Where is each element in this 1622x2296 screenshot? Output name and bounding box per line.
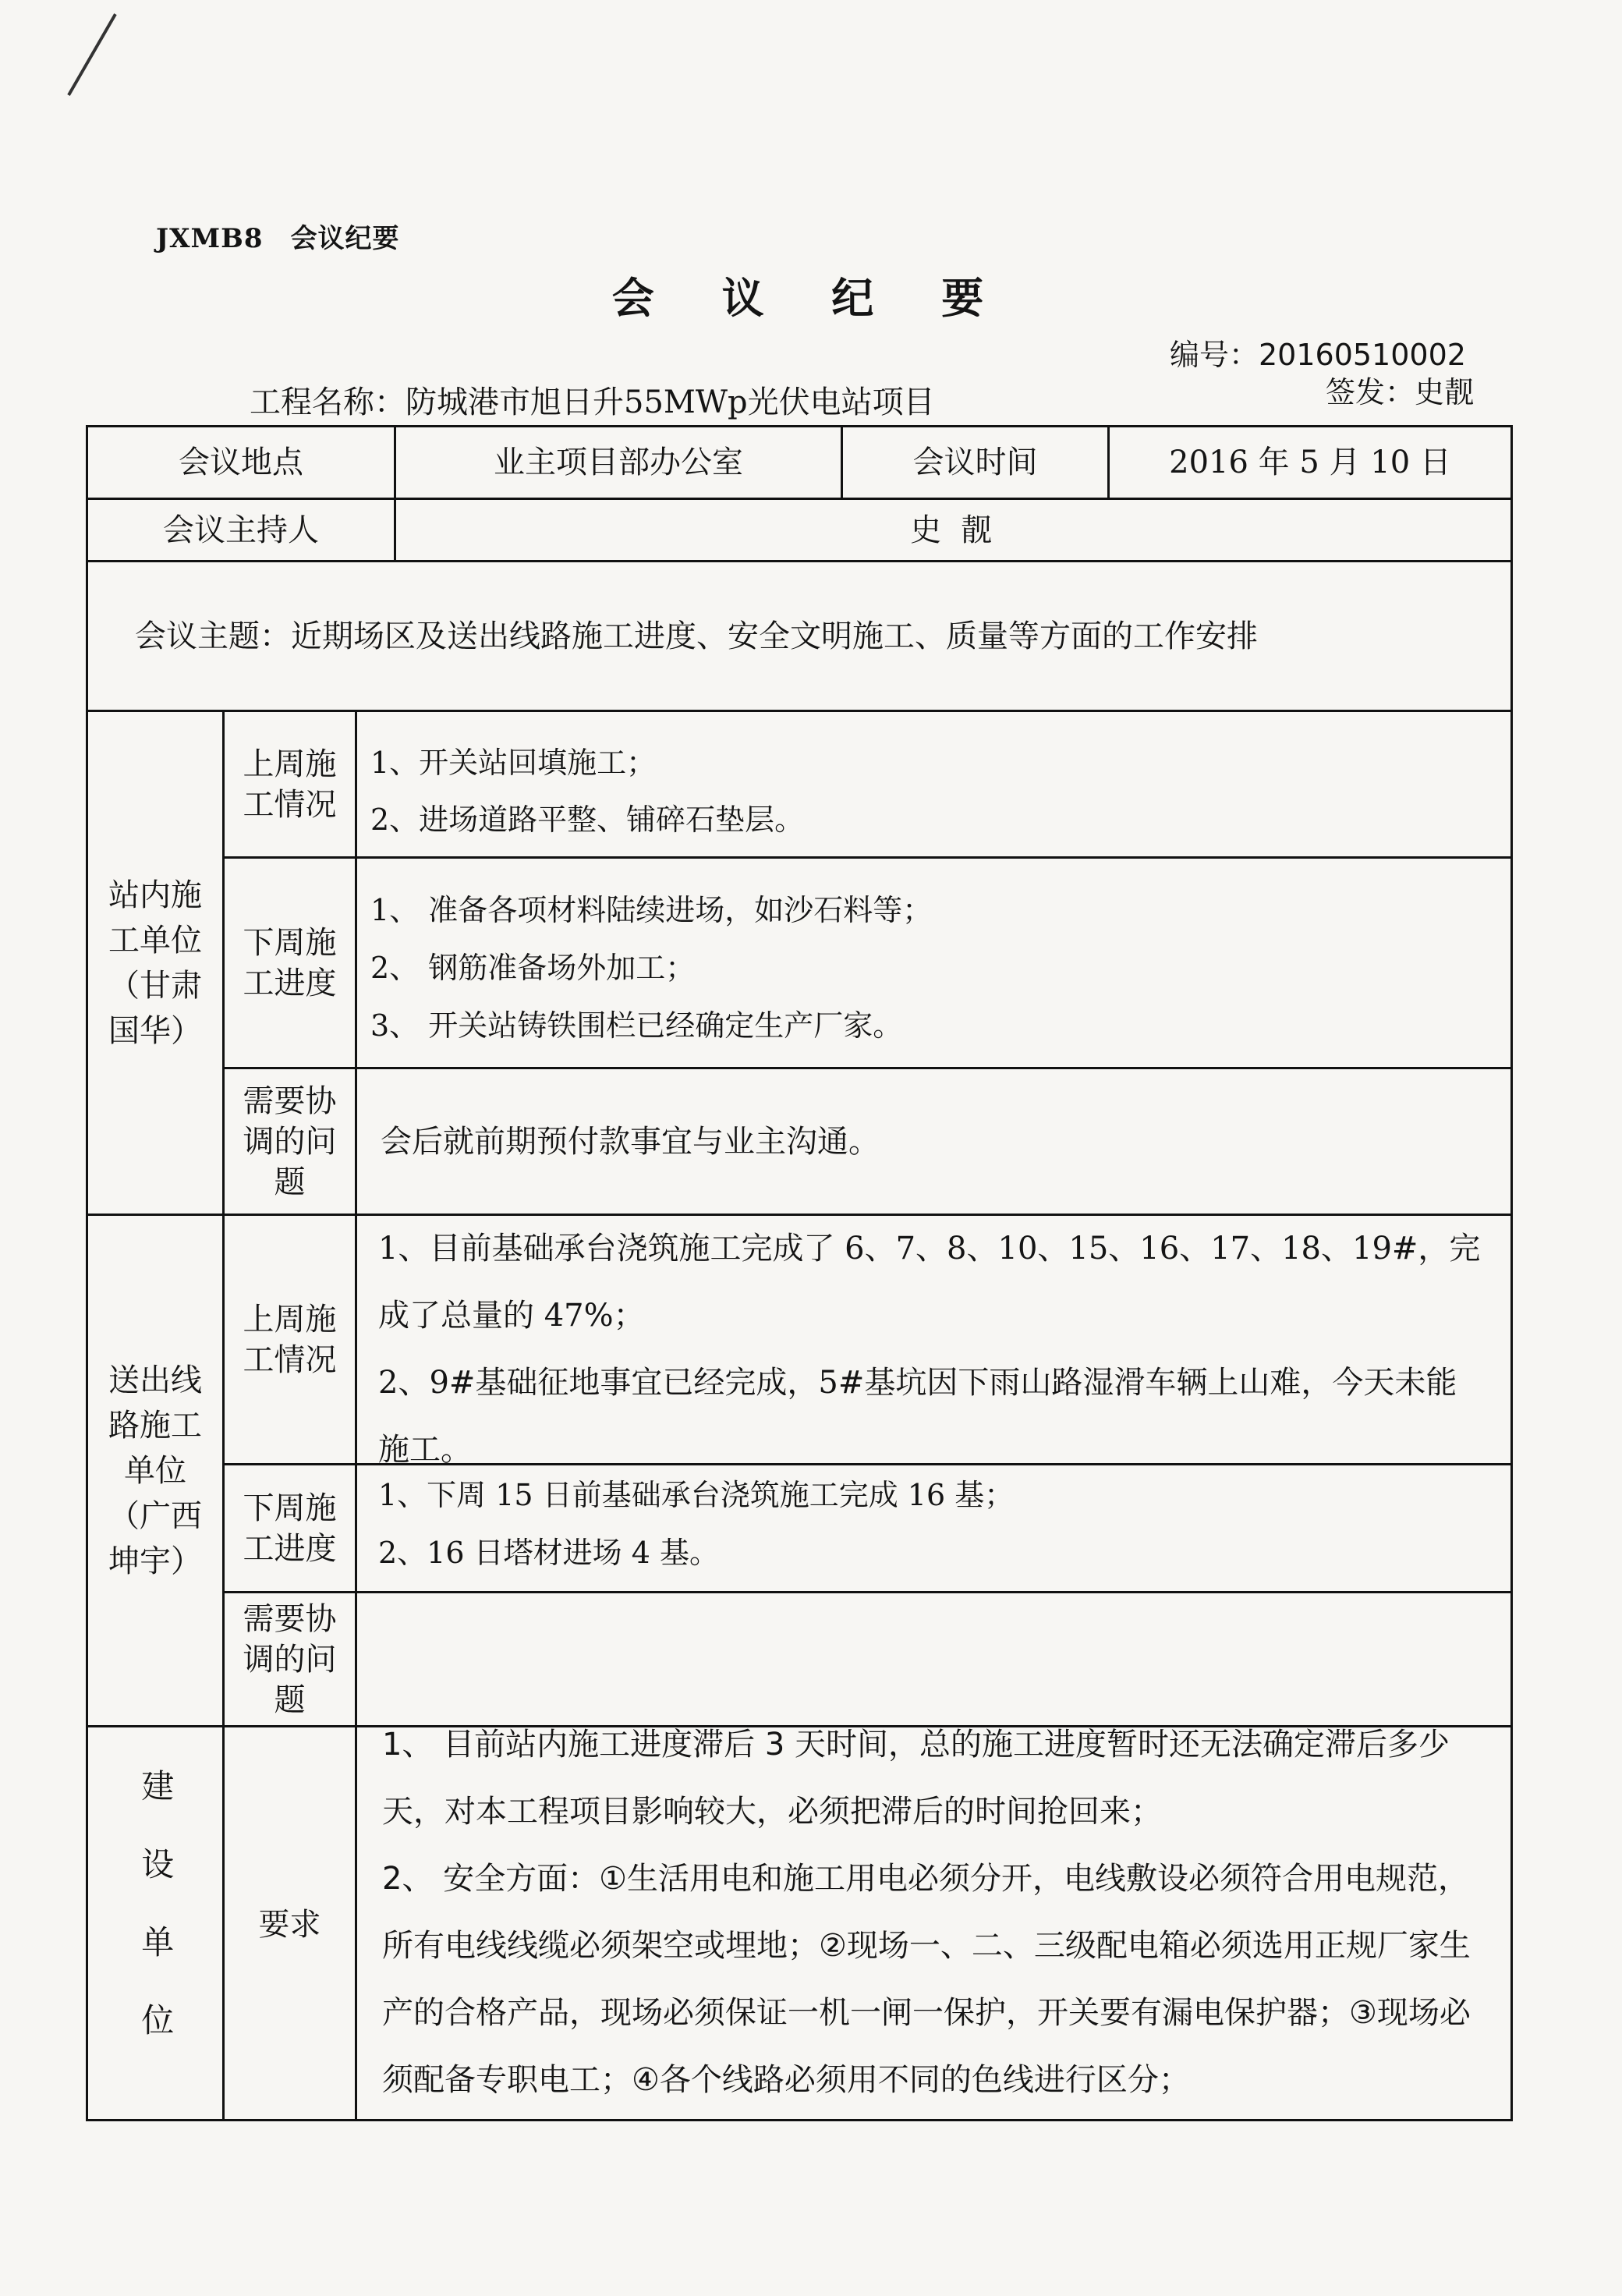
line-unit-label	[88, 1216, 222, 1725]
meeting-topic: 会议主题：近期场区及送出线路施工进度、安全文明施工、质量等方面的工作安排	[135, 618, 1258, 654]
owner-req-label: 要求	[258, 1906, 321, 1943]
doc-title: 会 议 纪 要	[611, 273, 1011, 323]
list-item: 1、开关站回填施工；	[370, 746, 657, 780]
location-value: 业主项目部办公室	[494, 445, 743, 480]
list-item: 2、 钢筋准备场外加工；	[370, 951, 696, 986]
line-issues-text: 需要协调的问题	[243, 1600, 337, 1718]
station-issues-text: 需要协调的问题	[243, 1082, 337, 1200]
line-last-week-text: 上周施工情况	[243, 1301, 337, 1378]
station-unit-name: 站内施工单位（甘肃国华）	[108, 877, 202, 1049]
station-issues-label	[225, 1069, 355, 1214]
line-next-week-list	[378, 1466, 1486, 1582]
station-unit-label	[88, 712, 222, 1214]
signer: 签发：史靓	[1326, 375, 1475, 409]
host-label: 会议主持人	[163, 512, 319, 548]
owner-unit-name: 建设单位	[136, 1768, 175, 2081]
list-item: 1、 目前站内施工进度滞后 3 天时间，总的施工进度暂时还无法确定滞后多少天，对本工程项目影响较大，必须把滞后的时间抢回来；	[382, 1727, 1450, 1830]
list-item: 1、目前基础承台浇筑施工完成了 6、7、8、10、15、16、17、18、19#，完成了总量的 47%；	[378, 1231, 1481, 1334]
station-last-week-text: 上周施工情况	[243, 746, 337, 823]
project-name: 工程名称：防城港市旭日升55MWp光伏电站项目	[250, 384, 935, 420]
line-last-week-list	[378, 1215, 1486, 1483]
line-issues-value	[357, 1593, 1510, 1725]
col-rule	[355, 710, 357, 2121]
owner-unit-label	[88, 1727, 222, 2121]
host-value: 史 靓	[910, 512, 997, 548]
station-next-week-list	[370, 881, 1493, 1054]
location-label: 会议地点	[179, 445, 303, 480]
form-code: JXMB8 会议纪要	[156, 223, 400, 254]
doc-number: 编号：20160510002	[1170, 338, 1466, 372]
list-item: 1、下周 15 日前基础承台浇筑施工完成 16 基；	[378, 1478, 1015, 1512]
station-last-week-list	[370, 739, 1493, 844]
line-issues-label	[225, 1593, 355, 1725]
station-last-week-label	[225, 712, 355, 856]
owner-req-list	[382, 1711, 1489, 2114]
list-item: 2、 安全方面：①生活用电和施工用电必须分开，电线敷设必须符合用电规范，所有电线线缆必须架空或埋地；②现场一、二、三级配电箱必须选用正规厂家生产的合格产品，现场必须保证一机一闸一保护，开关要有漏电保护器；③现场必须配备专职电工；④各个线路必须用不同的色线进行区分；	[382, 1861, 1471, 2098]
line-next-week-label	[225, 1465, 355, 1591]
list-item: 1、 准备各项材料陆续进场，如沙石料等；	[370, 893, 933, 927]
station-next-week-label	[225, 859, 355, 1067]
line-unit-name: 送出线路施工单位（广西坤宇）	[108, 1362, 202, 1579]
time-value: 2016 年 5 月 10 日	[1169, 445, 1451, 480]
list-item: 2、9#基础征地事宜已经完成，5#基坑因下雨山路湿滑车辆上山难，今天未能施工。	[378, 1365, 1457, 1468]
line-last-week-label	[225, 1216, 355, 1463]
time-label: 会议时间	[912, 445, 1038, 480]
station-issues-value: 会后就前期预付款事宜与业主沟通。	[381, 1123, 880, 1160]
station-next-week-text: 下周施工进度	[243, 924, 337, 1001]
list-item: 2、16 日塔材进场 4 基。	[378, 1536, 719, 1571]
pen-mark	[67, 13, 116, 96]
list-item: 3、 开关站铸铁围栏已经确定生产厂家。	[370, 1008, 903, 1043]
list-item: 2、进场道路平整、铺碎石垫层。	[370, 802, 805, 837]
line-next-week-text: 下周施工进度	[243, 1490, 337, 1567]
row-rule	[222, 856, 1513, 859]
